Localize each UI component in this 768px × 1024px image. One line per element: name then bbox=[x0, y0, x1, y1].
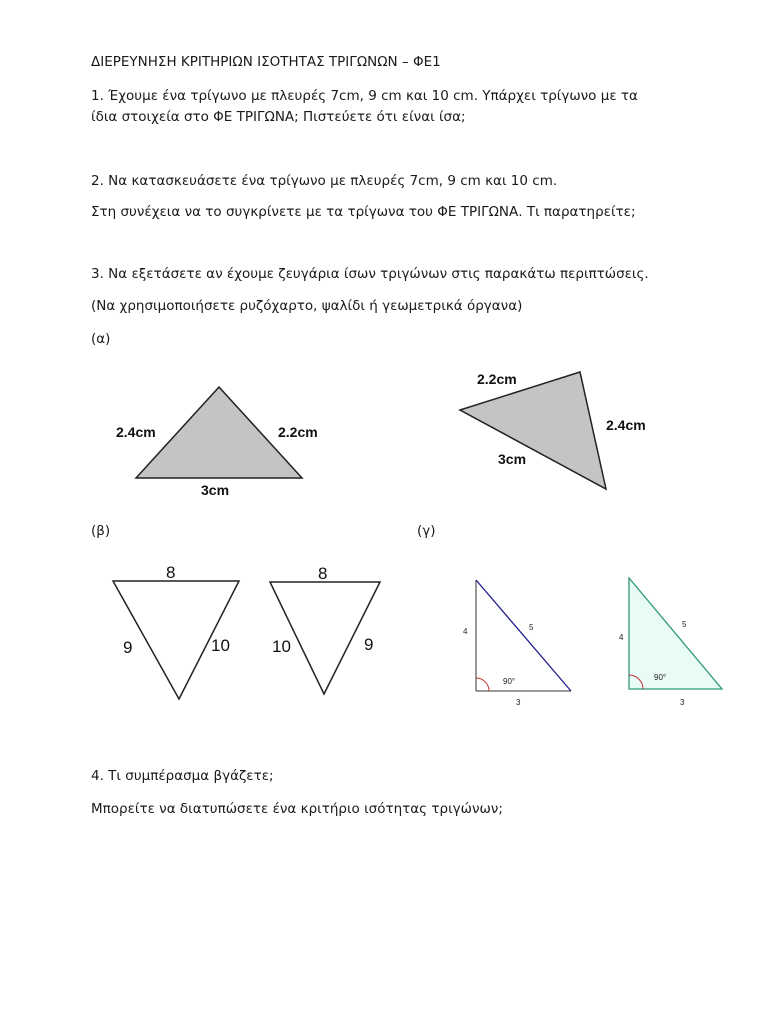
side-label: 2.2cm bbox=[477, 371, 517, 387]
side-label: 4 bbox=[463, 627, 468, 636]
side-label: 5 bbox=[682, 620, 687, 629]
side-label: 5 bbox=[529, 623, 534, 632]
side-label: 3cm bbox=[201, 482, 230, 498]
figure-b-left-triangle bbox=[105, 560, 250, 710]
question-3-line-2: (Να χρησιμοποιήσετε ρυζόχαρτο, ψαλίδι ή γεωμετρικά όργανα) bbox=[91, 298, 523, 314]
figure-a-left-triangle bbox=[100, 375, 320, 505]
figure-a-right-triangle bbox=[450, 362, 660, 497]
side-label: 8 bbox=[318, 564, 328, 583]
side-label: 10 bbox=[211, 636, 230, 655]
figure-c-right-triangle bbox=[610, 570, 735, 710]
side-label: 3cm bbox=[498, 451, 527, 467]
side-label: 3 bbox=[680, 698, 685, 707]
side-label: 9 bbox=[364, 635, 374, 654]
side-label: 4 bbox=[619, 633, 624, 642]
question-1-line-1: 1. Έχουμε ένα τρίγωνο με πλευρές 7cm, 9 cm και 10 cm. Υπάρχει τρίγωνο με τα bbox=[91, 88, 638, 104]
part-b-label: (β) bbox=[91, 523, 111, 539]
question-1-line-2: ίδια στοιχεία στο ΦΕ ΤΡΙΓΩΝΑ; Πιστεύετε ότι είναι ίσα; bbox=[91, 109, 466, 125]
figure-c-left-triangle bbox=[455, 570, 585, 710]
side-label: 2.2cm bbox=[278, 424, 318, 440]
right-angle-mark bbox=[476, 678, 489, 691]
question-3-line-1: 3. Να εξετάσετε αν έχουμε ζευγάρια ίσων τριγώνων στις παρακάτω περιπτώσεις. bbox=[91, 266, 649, 282]
angle-label: 90° bbox=[654, 673, 667, 682]
figure-b-right-triangle bbox=[262, 560, 392, 710]
question-4-line-2: Μπορείτε να διατυπώσετε ένα κριτήριο ισότητας τριγώνων; bbox=[91, 801, 503, 817]
hypotenuse-side bbox=[476, 580, 571, 691]
triangle-shape bbox=[460, 372, 606, 489]
side-label: 8 bbox=[166, 563, 176, 582]
question-4-line-1: 4. Τι συμπέρασμα βγάζετε; bbox=[91, 768, 274, 784]
side-label: 9 bbox=[123, 638, 133, 657]
side-label: 2.4cm bbox=[606, 417, 646, 433]
triangle-shape bbox=[629, 578, 722, 689]
page-title: ΔΙΕΡΕΥΝΗΣΗ ΚΡΙΤΗΡΙΩΝ ΙΣΟΤΗΤΑΣ ΤΡΙΓΩΝΩΝ – ΦΕ1 bbox=[91, 54, 441, 70]
question-2-line-2: Στη συνέχεια να το συγκρίνετε με τα τρίγωνα του ΦΕ ΤΡΙΓΩΝΑ. Τι παρατηρείτε; bbox=[91, 204, 636, 220]
side-label: 3 bbox=[516, 698, 521, 707]
part-a-label: (α) bbox=[91, 331, 111, 347]
side-label: 10 bbox=[272, 637, 291, 656]
angle-label: 90° bbox=[503, 677, 516, 686]
part-c-label: (γ) bbox=[417, 523, 436, 539]
question-2-line-1: 2. Να κατασκευάσετε ένα τρίγωνο με πλευρές 7cm, 9 cm και 10 cm. bbox=[91, 173, 558, 189]
side-label: 2.4cm bbox=[116, 424, 156, 440]
